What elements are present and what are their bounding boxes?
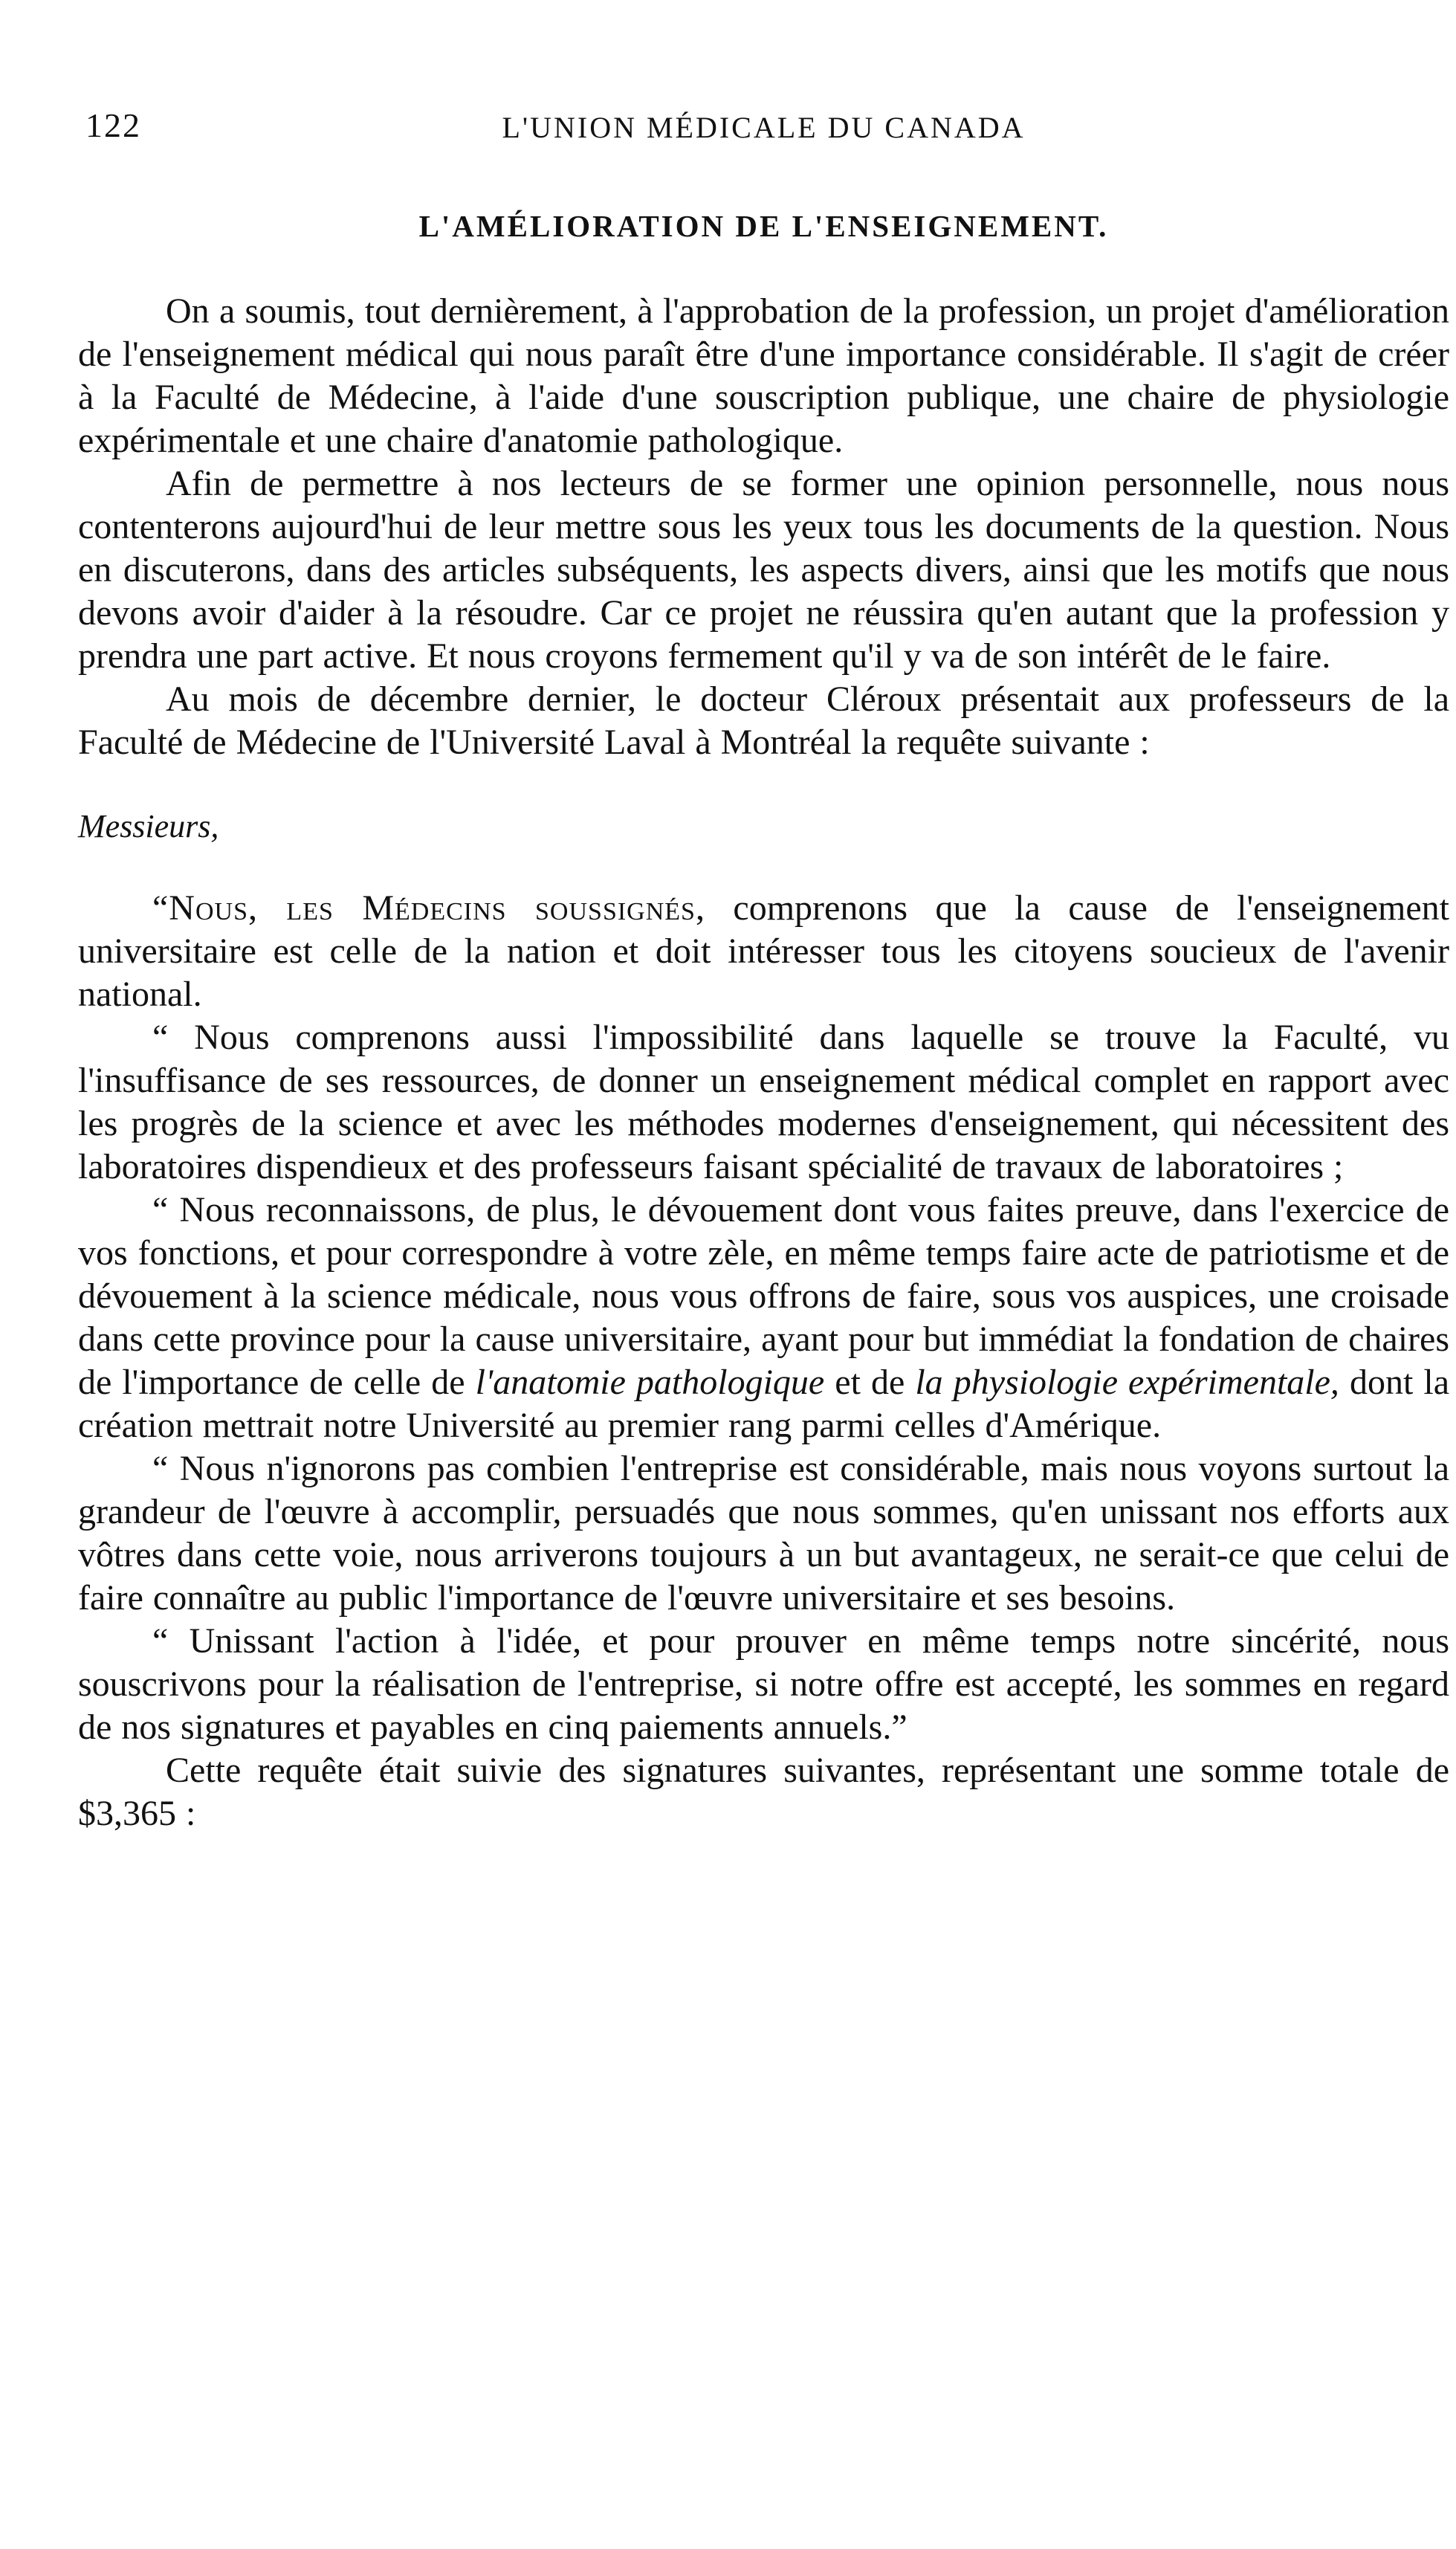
salutation: Messieurs, <box>78 808 219 844</box>
document-page <box>78 97 1449 1835</box>
running-header <box>78 97 1449 164</box>
article-body <box>78 290 1449 1835</box>
petition-opening: “Nous, les Médecins soussignés, <box>152 888 705 928</box>
petition-paragraph-3-text-a: “ Nous reconnaissons, de plus, le dévouement dont vous faites preuve, dans l'exercice de vos fonctions, et pour correspondre à votre zèle, en même temps faire acte de patriotisme et de dévouement à la science médicale, nous vous offrons de faire, sous vos auspices, une croisade dans cette province pour la cause universitaire, ayant pour but immédiat la fondation de chaires de l'importance de celle de <box>78 1190 1449 1402</box>
petition-paragraph-4: “ Nous n'ignorons pas combien l'entreprise est considérable, mais nous voyons surtout la grandeur de l'œuvre à accomplir, persuadés que nous sommes, qu'en unissant nos efforts aux vôtres dans cette voie, nous arriverons toujours à un but avantageux, ne serait-ce que celui de faire connaître au public l'importance de l'œuvre universitaire et ses besoins. <box>78 1449 1449 1618</box>
petition-paragraph-5: “ Unissant l'action à l'idée, et pour prouver en même temps notre sincérité, nous souscrivons pour la réalisation de l'entreprise, si notre offre est accepté, les sommes en regard de nos signatures et payables en cinq paiements annuels.” <box>78 1621 1449 1747</box>
intro-paragraph-3: Au mois de décembre dernier, le docteur Cléroux présentait aux professeurs de la Faculté de Médecine de l'Université Laval à Montréal la requête suivante : <box>78 679 1449 762</box>
article-title: L'AMÉLIORATION DE L'ENSEIGNEMENT. <box>418 209 1109 243</box>
page-number: 122 <box>85 106 141 144</box>
petition-paragraph-2: “ Nous comprenons aussi l'impossibilité dans laquelle se trouve la Faculté, vu l'insuffisance de ses ressources, de donner un enseignement médical complet en rapport avec les progrès de la science et avec les méthodes modernes d'enseignement, qui nécessitent des laboratoires dispendieux et des professeurs faisant spécialité de travaux de laboratoires ; <box>78 1018 1449 1186</box>
intro-paragraph-1: On a soumis, tout dernièrement, à l'approbation de la profession, un projet d'amélioration de l'enseignement médical qui nous paraît être d'une importance considérable. Il s'agit de créer à la Faculté de Médecine, à l'aide d'une souscription publique, une chaire de physiologie expérimentale et une chaire d'anatomie pathologique. <box>78 291 1449 460</box>
journal-title: L'UNION MÉDICALE DU CANADA <box>502 111 1026 144</box>
petition-paragraph-3 <box>78 1189 1449 1447</box>
petition-paragraph-1-text: comprenons que la cause de l'enseignement universitaire est celle de la nation et doit intéresser tous les citoyens soucieux de l'avenir national. <box>78 888 1450 1014</box>
petition-text <box>78 887 1449 1749</box>
closing-paragraph: Cette requête était suivie des signatures suivantes, représentant une somme totale de $3,365 : <box>78 1751 1449 1833</box>
physiology-term: la physiologie expérimentale, <box>915 1363 1339 1402</box>
anatomy-term: l'anatomie pathologique <box>475 1363 825 1402</box>
petition-paragraph-3-text-b: et de <box>824 1363 916 1402</box>
petition-paragraph-1 <box>78 887 1449 1016</box>
petition-paragraph-3-text-c: dont la création mettrait notre Université au premier rang parmi celles d'Amérique. <box>78 1363 1450 1445</box>
intro-paragraph-2: Afin de permettre à nos lecteurs de se former une opinion personnelle, nous nous contenterons aujourd'hui de leur mettre sous les yeux tous les documents de la question. Nous en discuterons, dans des articles subséquents, les aspects divers, ainsi que les motifs que nous devons avoir d'aider à la résoudre. Car ce projet ne réussira qu'en autant que la profession y prendra une part active. Et nous croyons fermement qu'il y va de son intérêt de le faire. <box>78 464 1449 676</box>
